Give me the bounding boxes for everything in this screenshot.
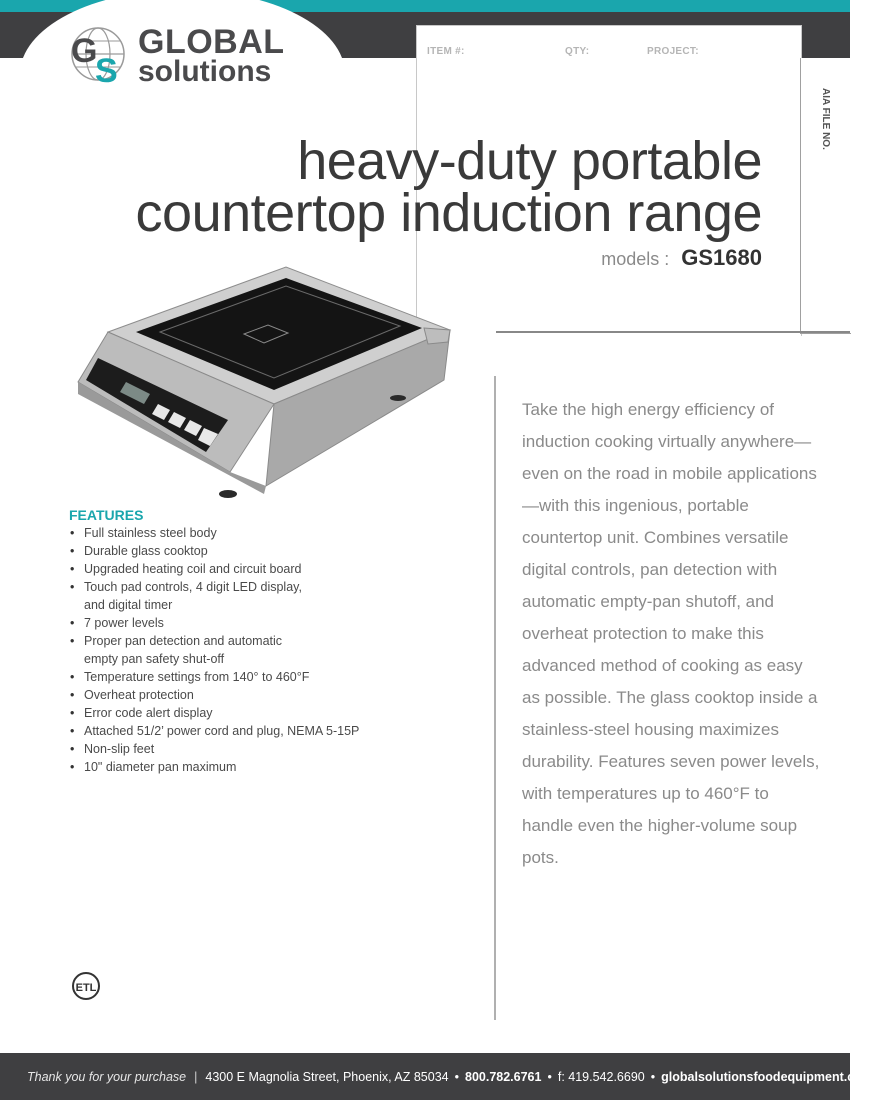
etl-certification-icon [70, 971, 102, 1001]
etl-mark-text: ETL [75, 982, 97, 994]
footer-bullet: • [454, 1069, 459, 1084]
footer-phone: 800.782.6761 [465, 1069, 542, 1084]
feature-item: • Upgraded heating coil and circuit board [69, 560, 399, 578]
product-title-line-2: countertop induction range [135, 183, 762, 243]
models-label: models : [601, 249, 670, 269]
feature-item: • Error code alert display [69, 704, 399, 722]
footer-bullet: • [547, 1069, 552, 1084]
feature-item: • 10" diameter pan maximum [69, 758, 399, 776]
footer-website: globalsolutionsfoodequipment.com [661, 1069, 873, 1084]
footer-fax: f: 419.542.6690 [557, 1069, 645, 1084]
item-number-label: ITEM #: [427, 46, 465, 57]
footer-bar [0, 1053, 873, 1100]
footer-thanks: Thank you for your purchase [27, 1069, 187, 1084]
logo-word-solutions: solutions [138, 55, 272, 88]
footer-bullet: • [650, 1069, 656, 1084]
features-section [69, 507, 399, 776]
footer-separator: | [194, 1069, 198, 1084]
svg-text:G: G [71, 32, 98, 70]
features-heading: FEATURES [69, 507, 144, 523]
aia-file-label: AIA FILE NO. [820, 88, 831, 150]
feature-item: • Proper pan detection and automatic empty pan safety shut-off [69, 632, 399, 668]
feature-item: • Touch pad controls, 4 digit LED display, and digital timer [69, 578, 399, 614]
footer-address: 4300 E Magnolia Street, Phoenix, AZ 85034 [205, 1069, 449, 1084]
feature-item: • Temperature settings from 140° to 460°F [69, 668, 399, 686]
feature-item: • 7 power levels [69, 614, 399, 632]
globe-logo-icon [68, 24, 132, 88]
feature-item: • Durable glass cooktop [69, 542, 399, 560]
feature-item: • Full stainless steel body [69, 524, 399, 542]
svg-text:S: S [95, 52, 118, 90]
product-image [78, 262, 458, 502]
project-label: PROJECT: [647, 46, 699, 57]
product-description: Take the high energy efficiency of induction cooking virtually anywhere—even on the road in mobile applications—with this ingenious, portable countertop unit. Combines versatile digital controls, pan detection with automatic empty-pan shutoff, and overheat protection to make this advanced method of cooking as easy as possible. The glass cooktop inside a stainless-steel housing maximizes durability. Features seven power levels, with temperatures up to 460°F to handle even the higher-volume soup pots. [522, 400, 820, 867]
header-rule [496, 331, 850, 333]
feature-item: • Attached 51/2’ power cord and plug, NEMA 5-15P [69, 722, 399, 740]
feature-item: • Non-slip feet [69, 740, 399, 758]
model-number: GS1680 [681, 245, 762, 270]
column-divider [494, 376, 496, 1020]
features-list [69, 524, 399, 776]
models-line [601, 245, 762, 271]
feature-item: • Overheat protection [69, 686, 399, 704]
product-title-line-1: heavy-duty portable [297, 131, 762, 191]
quantity-label: QTY: [565, 46, 590, 57]
logo-word-global: GLOBAL [138, 23, 285, 61]
aia-file-box [800, 58, 851, 334]
company-logo [68, 24, 285, 88]
